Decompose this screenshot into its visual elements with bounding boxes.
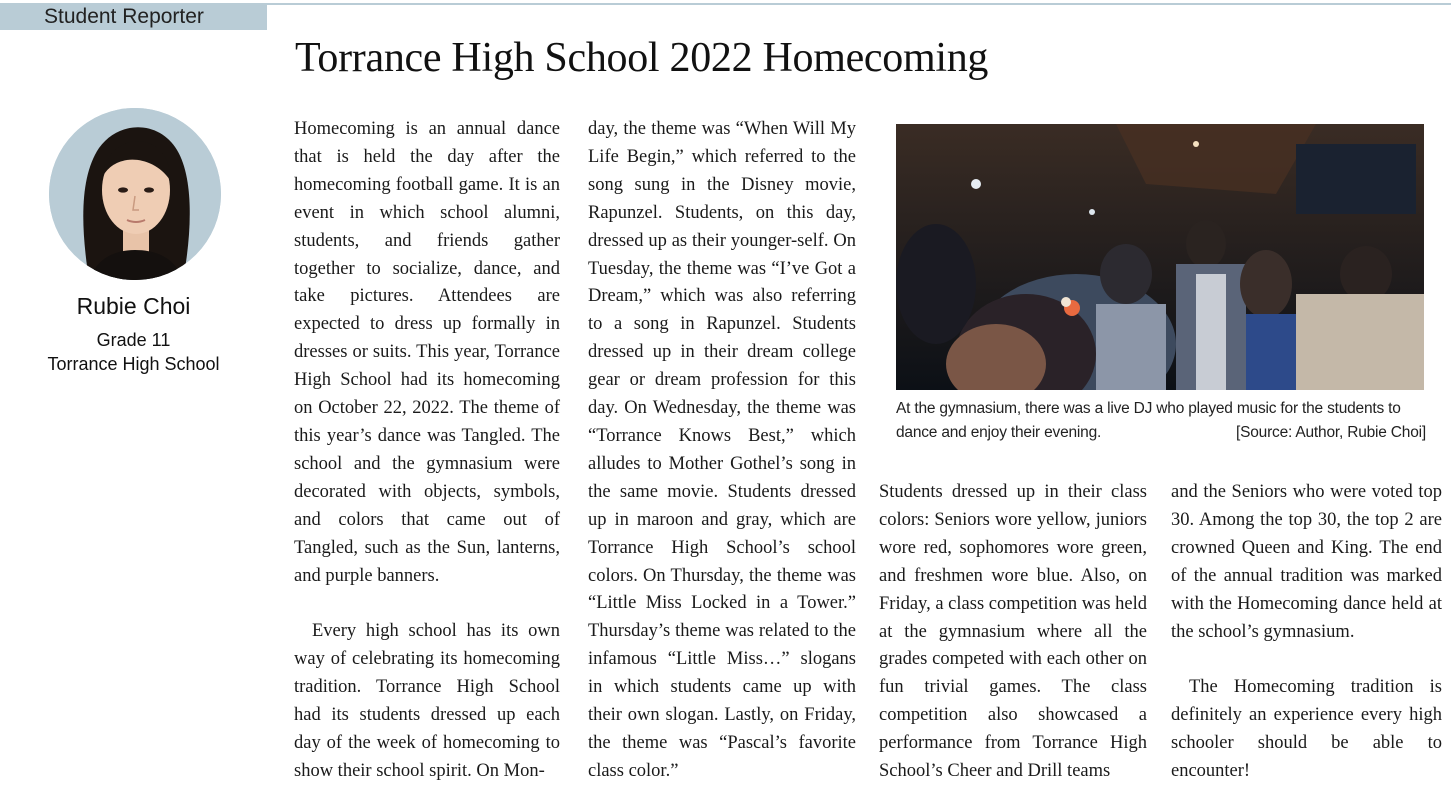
article-column-1: [294, 116, 560, 786]
author-name: Rubie Choi: [76, 293, 191, 319]
article-column-2: [588, 116, 856, 786]
article-column-3: [879, 479, 1147, 786]
caption-line-1: At the gymnasium, there was a live DJ who played music for the students to: [896, 400, 1401, 417]
article-paragraph: Students dressed up in their class colors: Seniors wore yellow, juniors wore red, sophomores wore green, and freshmen wore blue. Also, on Friday, a class competition was held at the gymnasium where all the grades competed with each other on fun trivial games. The class competition also showcased a performance from Torrance High School’s Cheer and Drill teams: [879, 482, 1148, 782]
article-photo: [896, 124, 1424, 390]
section-label: Student Reporter: [0, 3, 267, 30]
author-school: Torrance High School: [47, 354, 220, 374]
article-paragraph: Every high school has its own way of celebrating its homecoming tradition. Torrance High School had its students dressed up each day of the week of homecoming to show their school spirit. On Mon-: [294, 621, 560, 781]
article-paragraph: Homecoming is an annual dance that is held the day after the homecoming football game. It is an event in which school alumni, students, and friends gather together to socialize, dance, and take pictures. Attendees are expected to dress up formally in dresses or suits. This year, Torrance High School had its homecoming on October 22, 2022. The theme of this year’s dance was Tangled. The school and the gymnasium were decorated with objects, symbols, and colors that came out of Tangled, such as the Sun, lanterns, and purple banners.: [294, 119, 560, 586]
top-rule: [267, 3, 1451, 5]
gymnasium-dance-photo: [896, 124, 1424, 390]
article-paragraph: day, the theme was “When Will My Life Begin,” which referred to the song sung in the Disney movie, Rapunzel. Students, on this day, dressed up as their younger-self. On Tuesday, the theme was “I’ve Got a Dream,” which was also referring to a song in Rapunzel. Students dressed up in their dream college gear or dream profession for this day. On Wednesday, the theme was “Torrance Knows Best,” which alludes to Mother Gothel’s song in the same movie. Students dressed up in maroon and gray, which are Torrance High School’s school colors. On Thursday, the theme was “Little Miss Locked in a Tower.” Thursday’s theme was related to the infamous “Little Miss…” slogans in which students came up with their own slogan. Lastly, on Friday, the theme was “Pascal’s favorite class color.”: [588, 119, 856, 781]
author-avatar: [49, 108, 221, 280]
article-headline: Torrance High School 2022 Homecoming: [295, 35, 989, 81]
caption-text: dance and enjoy their evening.: [896, 424, 1102, 441]
caption-line-2: [896, 421, 1426, 445]
article-paragraph: The Homecoming tradition is definitely an experience every high schooler should be able to encounter!: [1171, 677, 1442, 782]
photo-source: [Source: Author, Rubie Choi]: [1236, 424, 1426, 441]
author-grade: Grade 11: [96, 330, 171, 350]
article-column-4: [1171, 479, 1442, 786]
author-portrait-illustration: [49, 108, 221, 280]
article-paragraph: and the Seniors who were voted top 30. Among the top 30, the top 2 are crowned Queen and King. The end of the annual tradition was marked with the Homecoming dance held at the school’s gymnasium.: [1171, 482, 1442, 642]
photo-caption: [896, 397, 1426, 445]
